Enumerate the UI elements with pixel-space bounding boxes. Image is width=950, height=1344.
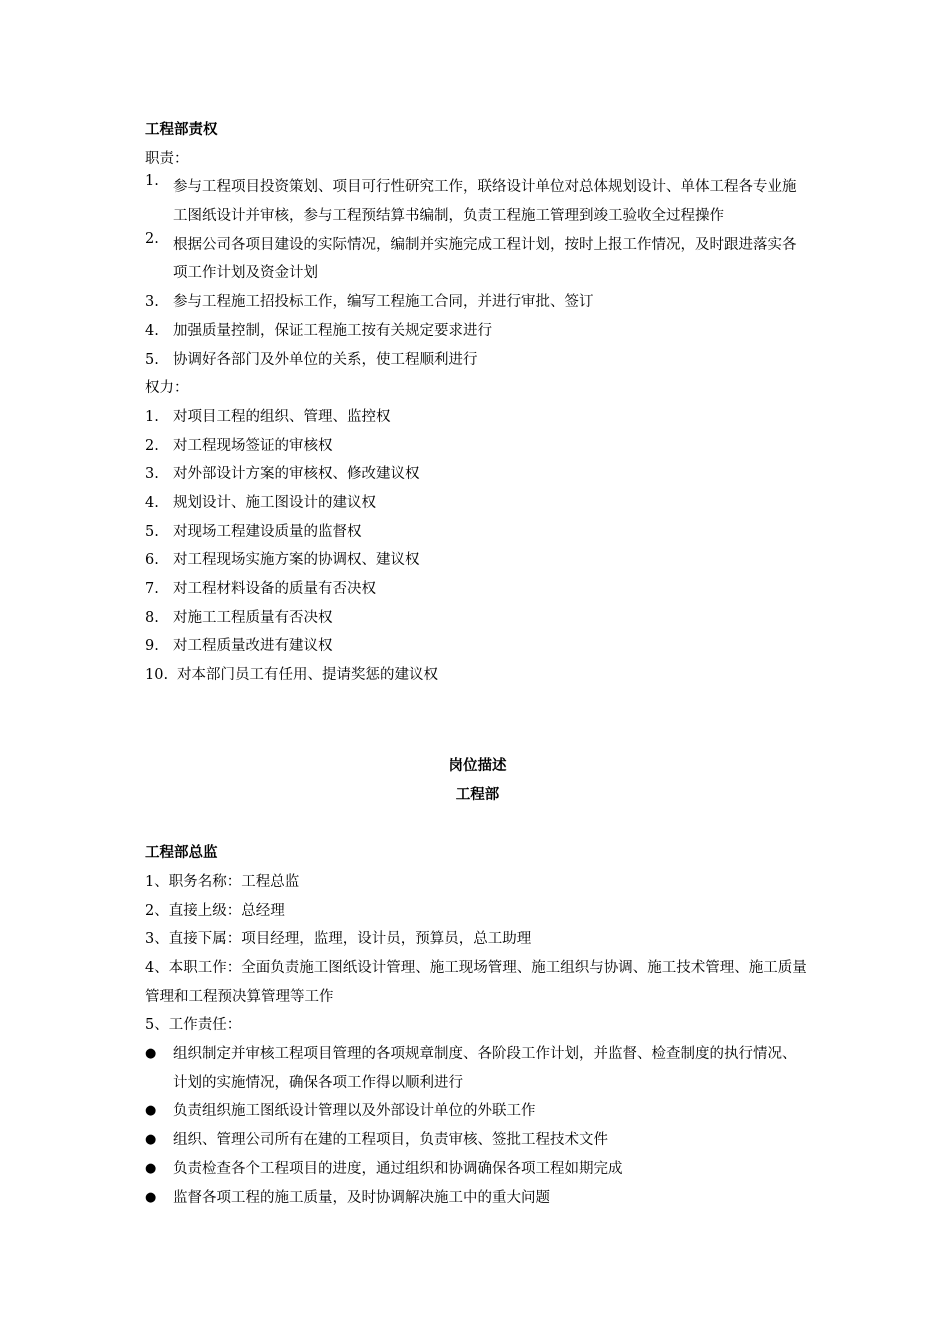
power-number: 7. [145,581,159,598]
department-subheading: 工程部 [455,786,500,803]
power-text: 对现场工程建设质量的监督权 [173,523,362,540]
duty-text: 协调好各部门及外单位的关系，使工程顺利进行 [173,351,478,368]
duty-item-5 [145,346,810,375]
duty-number: 1. [145,173,159,190]
duty-text: 参与工程项目投资策划、项目可行性研究工作，联络设计单位对总体规划设计、单体工程各专业施工图纸设计并审核，参与工程预结算书编制，负责工程施工管理到竣工验收全过程操作 [173,179,797,225]
power-number: 6. [145,552,159,569]
bullet-icon: ● [145,1103,157,1119]
duty-text: 加强质量控制，保证工程施工按有关规定要求进行 [173,322,492,339]
power-number: 5. [145,523,159,540]
power-item-5 [145,518,810,547]
power-item-10 [145,661,810,690]
info-item-5: 5、工作责任： [145,1017,242,1034]
power-item-7 [145,575,810,604]
power-text: 对工程现场实施方案的协调权、建议权 [173,552,420,569]
duty-item-1 [145,173,810,230]
bullet-item-1 [145,1040,810,1097]
bullet-icon: ● [145,1189,157,1205]
power-item-2 [145,432,810,461]
duties-label: 职责： [145,150,189,167]
power-number: 10. [145,667,169,684]
duty-number: 3. [145,294,159,311]
power-item-3 [145,460,810,489]
bullet-icon: ● [145,1160,157,1176]
section-title-responsibilities: 工程部责权 [145,122,218,138]
duty-number: 4. [145,322,159,339]
power-number: 9. [145,638,159,655]
heading-spacer [145,809,810,839]
power-number: 2. [145,437,159,454]
duty-number: 5. [145,351,159,368]
power-item-8 [145,604,810,633]
info-item-1: 1、职务名称：工程总监 [145,873,300,890]
bullet-text: 组织、管理公司所有在建的工程项目，负责审核、签批工程技术文件 [173,1132,608,1149]
bullet-text: 负责检查各个工程项目的进度，通过组织和协调确保各项工程如期完成 [173,1160,623,1177]
info-item-4: 4、本职工作：全面负责施工图纸设计管理、施工现场管理、施工组织与协调、施工技术管理、施工质量管理和工程预决算管理等工作 [145,959,807,1005]
power-number: 3. [145,466,159,483]
bullet-item-4 [145,1155,810,1184]
power-item-4 [145,489,810,518]
document-page [145,116,810,1212]
bullet-icon: ● [145,1046,157,1062]
power-item-9 [145,632,810,661]
bullet-item-2 [145,1097,810,1126]
power-text: 对项目工程的组织、管理、监控权 [173,408,391,425]
power-text: 对本部门员工有任用、提请奖惩的建议权 [177,667,438,684]
bullet-icon: ● [145,1132,157,1148]
power-item-6 [145,546,810,575]
bullet-text: 负责组织施工图纸设计管理以及外部设计单位的外联工作 [173,1103,536,1120]
duty-text: 根据公司各项目建设的实际情况，编制并实施完成工程计划，按时上报工作情况，及时跟进落实各项工作计划及资金计划 [173,236,797,282]
duty-item-4 [145,317,810,346]
duty-text: 参与工程施工招投标工作，编写工程施工合同，并进行审批、签订 [173,294,594,311]
duty-item-2 [145,231,810,288]
duty-item-3 [145,288,810,317]
power-text: 对外部设计方案的审核权、修改建议权 [173,466,420,483]
power-text: 对工程现场签证的审核权 [173,437,333,454]
info-item-3: 3、直接下属：项目经理，监理，设计员，预算员，总工助理 [145,931,532,948]
power-number: 1. [145,408,159,425]
position-title: 工程部总监 [145,845,218,862]
duty-number: 2. [145,230,159,247]
powers-label: 权力： [145,380,189,397]
power-text: 规划设计、施工图设计的建议权 [173,495,376,511]
power-text: 对工程材料设备的质量有否决权 [173,581,376,598]
power-text: 对工程质量改进有建议权 [173,638,333,655]
section-spacer [145,690,810,752]
bullet-text: 组织制定并审核工程项目管理的各项规章制度、各阶段工作计划，并监督、检查制度的执行情况、计划的实施情况，确保各项工作得以顺利进行 [173,1046,797,1091]
power-text: 对施工工程质量有否决权 [173,609,333,626]
power-number: 8. [145,609,159,626]
power-item-1 [145,403,810,432]
bullet-text: 监督各项工程的施工质量，及时协调解决施工中的重大问题 [173,1189,550,1206]
bullet-item-3 [145,1126,810,1155]
bullet-item-5 [145,1184,810,1213]
job-description-heading: 岗位描述 [448,757,507,774]
info-item-2: 2、直接上级：总经理 [145,902,285,919]
power-number: 4. [145,495,159,511]
